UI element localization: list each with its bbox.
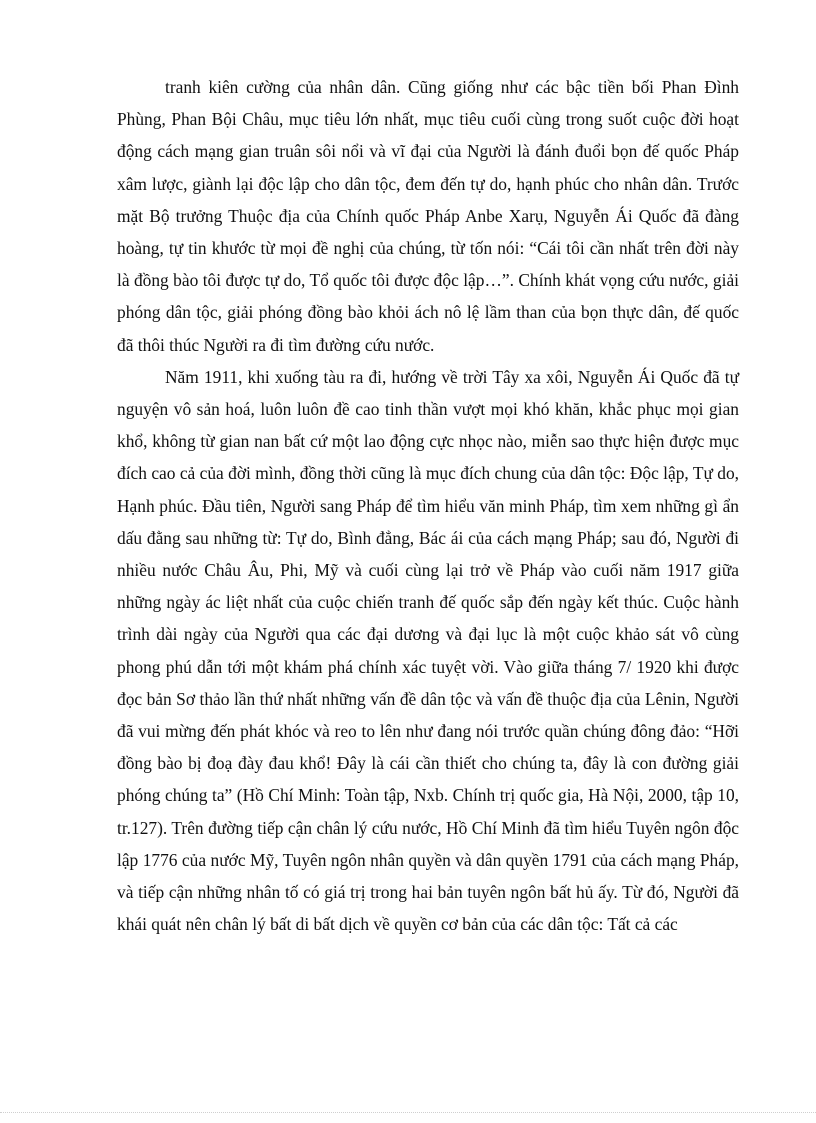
document-body — [117, 71, 739, 940]
paragraph-2: Năm 1911, khi xuống tàu ra đi, hướng về trời Tây xa xôi, Nguyễn Ái Quốc đã tự nguyện vô sản hoá, luôn luôn đề cao tinh thần vượt mọi khó khăn, khắc phục mọi gian khổ, không từ gian nan bất cứ một lao động cực nhọc nào, miễn sao thực hiện được mục đích cao cả của đời mình, đồng thời cũng là mục đích chung của dân tộc: Độc lập, Tự do, Hạnh phúc. Đầu tiên, Người sang Pháp để tìm hiểu văn minh Pháp, tìm xem những gì ẩn dấu đằng sau những từ: Tự do, Bình đẳng, Bác ái của cách mạng Pháp; sau đó, Người đi nhiều nước Châu Âu, Phi, Mỹ và cuối cùng lại trở về Pháp vào cuối năm 1917 giữa những ngày ác liệt nhất của cuộc chiến tranh đế quốc sắp đến ngày kết thúc. Cuộc hành trình dài ngày của Người qua các đại dương và đại lục là một cuộc khảo sát vô cùng phong phú dẫn tới một khám phá chính xác tuyệt vời. Vào giữa tháng 7/ 1920 khi được đọc bản Sơ thảo lần thứ nhất những vấn đề dân tộc và vấn đề thuộc địa của Lênin, Người đã vui mừng đến phát khóc và reo to lên như đang nói trước quần chúng đông đảo: “Hỡi đồng bào bị đoạ đày đau khổ! Đây là cái cần thiết cho chúng ta, đây là con đường giải phóng chúng ta” (Hồ Chí Minh: Toàn tập, Nxb. Chính trị quốc gia, Hà Nội, 2000, tập 10, tr.127). Trên đường tiếp cận chân lý cứu nước, Hồ Chí Minh đã tìm hiểu Tuyên ngôn độc lập 1776 của nước Mỹ, Tuyên ngôn nhân quyền và dân quyền 1791 của cách mạng Pháp, và tiếp cận những nhân tố có giá trị trong hai bản tuyên ngôn bất hủ ấy. Từ đó, Người đã khái quát nên chân lý bất di bất dịch về quyền cơ bản của các dân tộc: Tất cả các — [117, 366, 739, 935]
paragraph-1: tranh kiên cường của nhân dân. Cũng giống như các bậc tiền bối Phan Đình Phùng, Phan Bội Châu, mục tiêu lớn nhất, mục tiêu cuối cùng trong suốt cuộc đời hoạt động cách mạng gian truân sôi nổi và vĩ đại của Người là đánh đuổi bọn đế quốc Pháp xâm lược, giành lại độc lập cho dân tộc, đem đến tự do, hạnh phúc cho nhân dân. Trước mặt Bộ trưởng Thuộc địa của Chính quốc Pháp Anbe Xarụ, Nguyễn Ái Quốc đã đàng hoàng, tự tin khước từ mọi đề nghị của chúng, từ tốn nói: “Cái tôi cần nhất trên đời này là đồng bào tôi được tự do, Tổ quốc tôi được độc lập…”. Chính khát vọng cứu nước, giải phóng dân tộc, giải phóng đồng bào khỏi ách nô lệ lầm than của bọn thực dân, đế quốc đã thôi thúc Người ra đi tìm đường cứu nước. — [117, 77, 739, 355]
page-bottom-divider — [0, 1112, 816, 1113]
